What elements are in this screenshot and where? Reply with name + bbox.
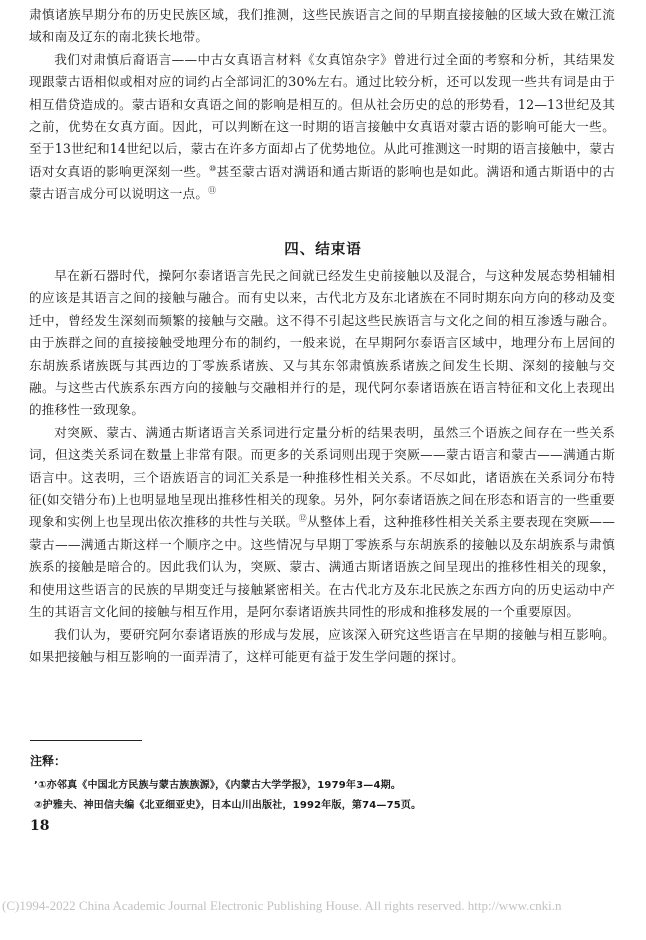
footnote-ref-11: ⑪ <box>208 186 217 196</box>
copyright-watermark: (C)1994-2022 China Academic Journal Electronic Publishing House. All rights reserved. http://www.cnki.n <box>2 898 562 913</box>
footnote-2: ②护雅夫、神田信夫编《北亚细亚史》，日本山川出版社，1992年版，第74—75页。 <box>34 800 422 811</box>
paragraph-quantitative-text: 对突厥、蒙古、满通古斯诸语言关系词进行定量分析的结果表明，虽然三个语族之间存在一些关系词，但这类关系词在数量上非常有限。而更多的关系词则出现于突厥——蒙古语言和蒙古——满通古斯语言中。这表明，三个语族语言的词汇关系是一种推移性相关关系。不尽如此，诸语族在关系词分布特征(如交错分布)上也明显地呈现出推移性相关的现象。另外，阿尔泰诸语族之间在形态和语言的一些重要现象和实例上也呈现出依次推移的共性与关联。 <box>29 424 615 530</box>
footnote-1: ’①亦邻真《中国北方民族与蒙古族族源》，《内蒙古大学学报》，1979年3—4期。 <box>34 780 402 791</box>
section-heading: 四、结束语 <box>284 242 362 258</box>
paragraph-jurchen-analysis-text: 我们对肃慎后裔语言——中古女真语言材料《女真馆杂字》曾进行过全面的考察和分析，其结果发现跟蒙古语相似或相对应的词约占全部词汇的30%左右。通过比较分析，还可以发现一些共有词是由于相互借贷造成的。蒙古语和女真语之间的影响是相互的。但从社会历史的总的形势看，12—13世纪及其之前，优势在女真方面。因此，可以判断在这一时期的语言接触中女真语对蒙古语的影响可能大一些。至于13世纪和14世纪以后，蒙古在许多方面却占了优势地位。从此可推测这一时期的语言接触中，蒙古语对女真语的影响更深刻一些。 <box>29 51 615 179</box>
paragraph-neolithic: 早在新石器时代，操阿尔泰诸语言先民之间就已经发生史前接触以及混合，与这种发展态势相辅相的应该是其语言之间的接触与融合。而有史以来，古代北方及东北诸族在不同时期东向方向的移动及变迁中，曾经发生深刻而频繁的接触与交融。这不得不引起这些民族语言与文化之间的相互渗透与融合。由于族群之间的直接接触受地理分布的制约，一般来说，在早期阿尔泰语言区域中，地理分布上居间的东胡族系诸族既与其西边的丁零族系诸族、又与其东邻肃慎族系诸族之间发生长期、深刻的接触与交融。与这些古代族系东西方向的接触与交融相并行的是，现代阿尔泰诸语族在语言特征和文化上表现出的推移性一致现象。 <box>29 268 615 418</box>
body-text-top <box>29 4 615 206</box>
paragraph-jurchen-analysis-tail: 甚至蒙古语对满语和通古斯语的影响也是如此。满语和通古斯语中的古蒙古语言成分可以说明这一点。 <box>29 163 615 202</box>
paragraph-quantitative <box>29 422 615 624</box>
paragraph-conclusion: 我们认为，要研究阿尔泰诸语族的形成与发展，应该深入研究这些语言在早期的接触与相互影响。如果把接触与相互影响的一面弄清了，这样可能更有益于发生学问题的探讨。 <box>29 626 615 664</box>
footnote-ref-12: ⑫ <box>298 514 307 524</box>
notes-title: 注释： <box>30 754 67 768</box>
paragraph-continued: 肃慎诸族早期分布的历史民族区域，我们推测，这些民族语言之间的早期直接接触的区域大致在嫩江流域和南及辽东的南北狭长地带。 <box>29 7 615 45</box>
footnote-divider <box>30 740 142 741</box>
paragraph-jurchen-analysis <box>29 49 615 206</box>
body-text-bottom <box>29 265 615 668</box>
footnote-ref-10: ⑩ <box>209 163 217 173</box>
paragraph-quantitative-tail: 从整体上看，这种推移性相关关系主要表现在突厥——蒙古——满通古斯这样一个顺序之中。这些情况与早期丁零族系与东胡族系的接触以及东胡族系与肃慎族系的接触是暗合的。因此我们认为，突厥、蒙古、满通古斯诸语族之间呈现出的推移性相关的现象，和使用这些语言的民族的早期变迁与接触紧密相关。在古代北方及东北民族之东西方向的历史运动中产生的其语言文化间的接触与相互作用，是阿尔泰诸语族共同性的形成和推移发展的一个重要原因。 <box>29 514 615 620</box>
page-number: 18 <box>30 818 50 834</box>
